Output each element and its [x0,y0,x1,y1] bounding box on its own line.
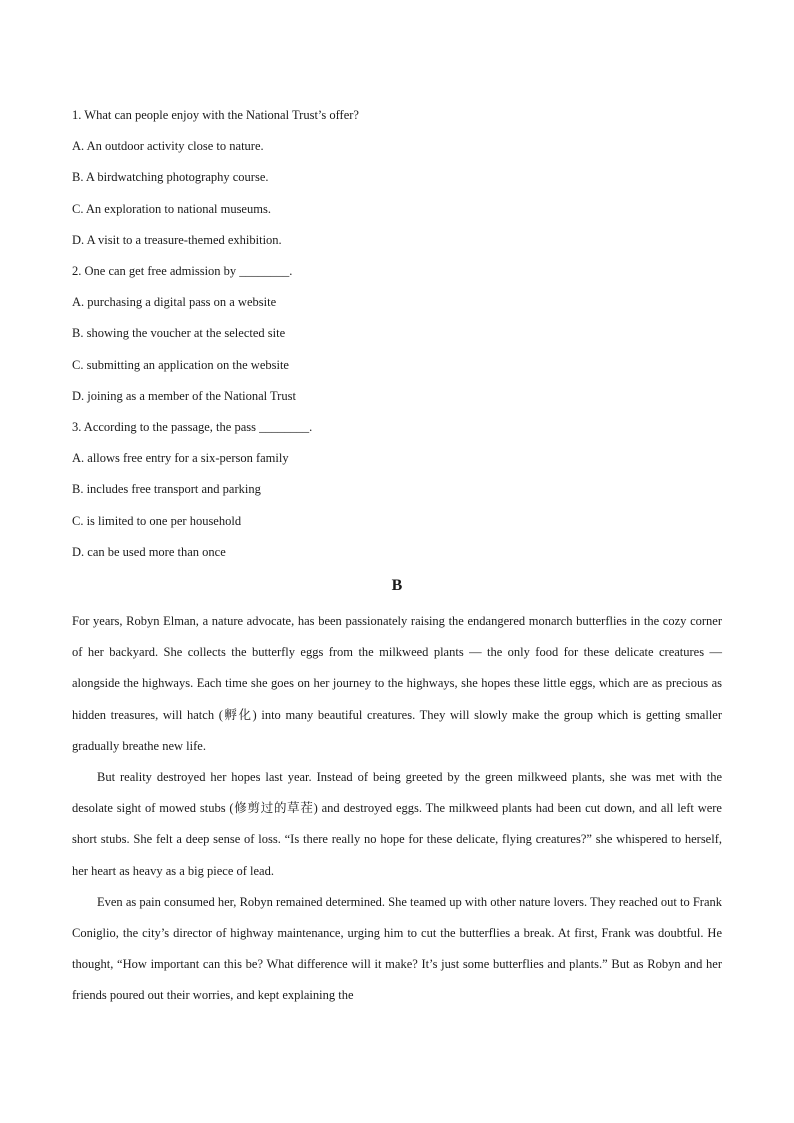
option-b: B. includes free transport and parking [72,482,261,497]
option-a: A. An outdoor activity close to nature. [72,139,264,154]
option-b: B. A birdwatching photography course. [72,170,269,185]
section-title: B [391,577,403,594]
passage-paragraph: For years, Robyn Elman, a nature advocate, has been passionately raising the endangered monarch butterflies in the cozy corner of her backyard. She collects the butterfly eggs from the milkweed plants — the only food for these delicate creatures — alongside the highways. Each time she goes on her journey to the highways, she hopes these little eggs, which are as precious as hidden treasures, will hatch (孵化) into many beautiful creatures. They will slowly make the group which is getting smaller gradually breathe new life. [72,614,722,753]
option-c: C. is limited to one per household [72,513,242,528]
option-d: D. can be used more than once [72,544,226,559]
option-c: C. An exploration to national museums. [72,201,271,216]
option-d: D. joining as a member of the National Trust [72,388,296,403]
option-d: D. A visit to a treasure-themed exhibition. [72,232,282,247]
reading-passage [72,606,722,1012]
option-a: A. allows free entry for a six-person family [72,451,289,466]
passage-paragraph: Even as pain consumed her, Robyn remained determined. She teamed up with other nature lovers. They reached out to Frank Coniglio, the city’s director of highway maintenance, urging him to cut the butterflies a break. At first, Frank was doubtful. He thought, “How important can this be? What difference will it make? It’s just some butterflies and plants.” But as Robyn and her friends poured out their worries, and kept explaining the [72,894,722,1003]
option-c: C. submitting an application on the website [72,357,289,372]
question-stem: 3. According to the passage, the pass ________. [72,420,313,435]
passage-paragraph: But reality destroyed her hopes last year. Instead of being greeted by the green milkweed plants, she was met with the desolate sight of mowed stubs (修剪过的草茬) and destroyed eggs. The milkweed plants had been cut down, and all left were short stubs. She felt a deep sense of loss. “Is there really no hope for these delicate, flying creatures?” she whispered to herself, her heart as heavy as a big piece of lead. [72,770,722,878]
option-a: A. purchasing a digital pass on a website [72,295,277,310]
option-b: B. showing the voucher at the selected site [72,326,286,341]
question-list [72,100,732,568]
question-stem: 1. What can people enjoy with the National Trust’s offer? [72,108,359,122]
question-stem: 2. One can get free admission by ________. [72,264,293,279]
